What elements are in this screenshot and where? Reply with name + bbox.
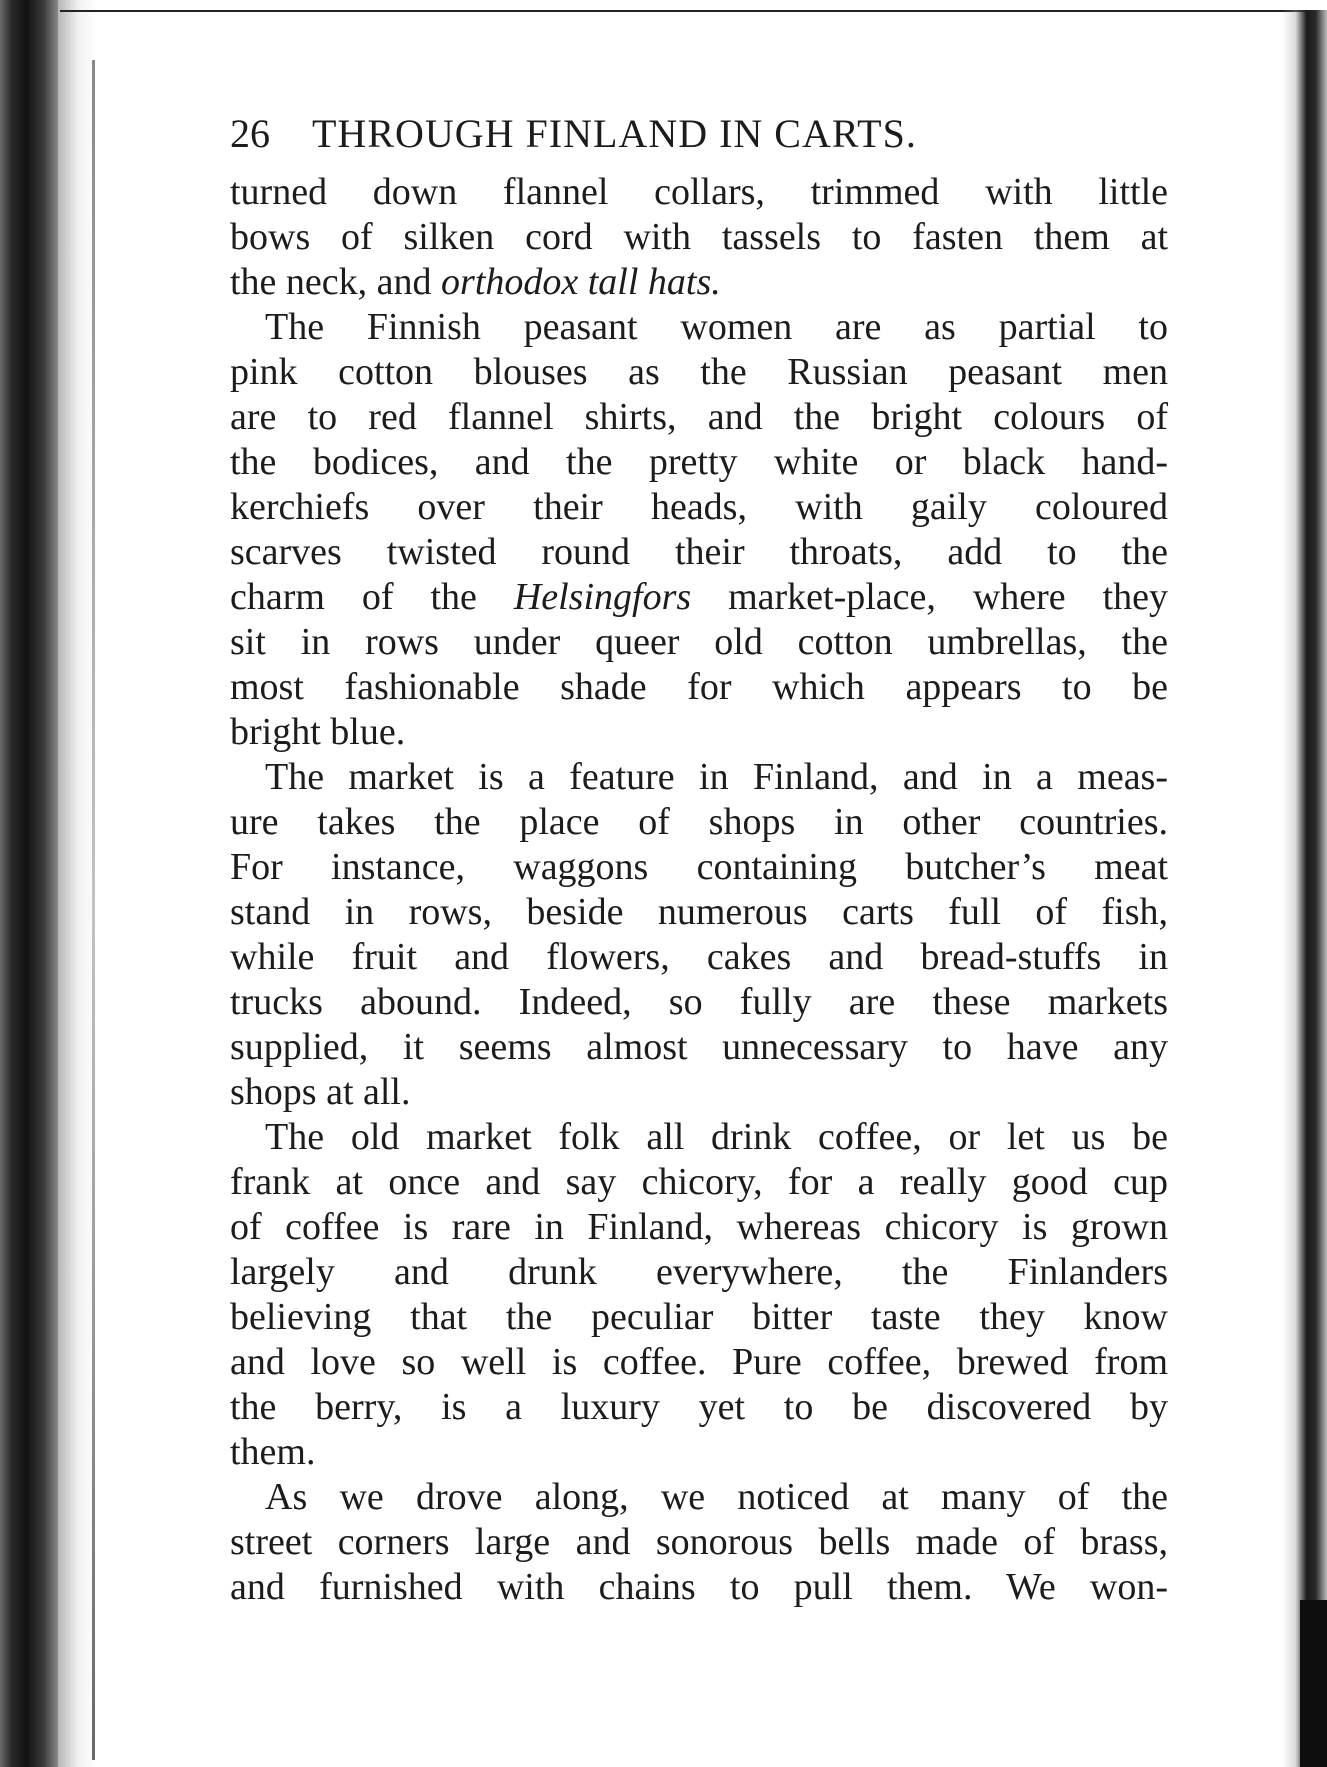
gutter-edge-line bbox=[92, 60, 95, 1760]
text-line: them. bbox=[230, 1431, 316, 1473]
page-header bbox=[230, 104, 1080, 164]
text-line: As we drove along, we noticed at many of the bbox=[265, 1476, 1168, 1518]
text-line: turned down flannel collars, trimmed with little bbox=[230, 171, 1168, 213]
text-line: bows of silken cord with tassels to fasten them at bbox=[230, 216, 1168, 258]
text-line: most fashionable shade for which appears to be bbox=[230, 666, 1168, 708]
text-line: kerchiefs over their heads, with gaily coloured bbox=[230, 486, 1168, 528]
text-line: shops at all. bbox=[230, 1071, 411, 1113]
text-line bbox=[230, 260, 1168, 305]
text-line: frank at once and say chicory, for a really good cup bbox=[230, 1161, 1168, 1203]
text-line: stand in rows, beside numerous carts full of fish, bbox=[230, 891, 1168, 933]
page-text bbox=[230, 170, 1168, 1610]
text-line: street corners large and sonorous bells made of brass, bbox=[230, 1521, 1168, 1563]
text-span: the neck, and bbox=[230, 261, 442, 303]
text-line: The old market folk all drink coffee, or let us be bbox=[265, 1116, 1168, 1158]
text-line: while fruit and flowers, cakes and bread-stuffs in bbox=[230, 936, 1168, 978]
page-edge-dark-corner bbox=[1300, 1600, 1327, 1767]
text-line: the bodices, and the pretty white or black hand- bbox=[230, 441, 1168, 483]
italic-phrase: orthodox tall hats. bbox=[441, 261, 721, 303]
text-line: pink cotton blouses as the Russian peasant men bbox=[230, 351, 1168, 393]
text-line: For instance, waggons containing butcher’s meat bbox=[230, 846, 1168, 888]
book-spine-shadow-left bbox=[0, 0, 58, 1767]
page-number: 26 bbox=[230, 111, 270, 156]
text-line: largely and drunk everywhere, the Finlanders bbox=[230, 1251, 1168, 1293]
text-line: scarves twisted round their throats, add to the bbox=[230, 531, 1168, 573]
text-line: The market is a feature in Finland, and in a meas- bbox=[265, 756, 1168, 798]
running-title: THROUGH FINLAND IN CARTS. bbox=[312, 111, 917, 156]
text-line: are to red flannel shirts, and the bright colours of bbox=[230, 396, 1168, 438]
scan-border-top bbox=[60, 10, 1310, 12]
italic-place-name: Helsingfors bbox=[513, 576, 692, 618]
text-line: the berry, is a luxury yet to be discovered by bbox=[230, 1386, 1168, 1428]
text-span: market-place, where they bbox=[691, 576, 1168, 618]
text-line: ure takes the place of shops in other countries. bbox=[230, 801, 1168, 843]
text-line: believing that the peculiar bitter taste they know bbox=[230, 1296, 1168, 1338]
text-line: sit in rows under queer old cotton umbrellas, the bbox=[230, 621, 1168, 663]
text-line: The Finnish peasant women are as partial to bbox=[265, 306, 1168, 348]
text-line: supplied, it seems almost unnecessary to have any bbox=[230, 1026, 1168, 1068]
text-line: and furnished with chains to pull them. We won- bbox=[230, 1566, 1168, 1608]
text-line: bright blue. bbox=[230, 711, 406, 753]
text-line bbox=[230, 575, 1168, 620]
text-line: of coffee is rare in Finland, whereas chicory is grown bbox=[230, 1206, 1168, 1248]
text-span: charm of the bbox=[230, 576, 514, 618]
text-line: and love so well is coffee. Pure coffee, brewed from bbox=[230, 1341, 1168, 1383]
page-edge-shadow-right bbox=[1282, 10, 1327, 1767]
text-line: trucks abound. Indeed, so fully are these markets bbox=[230, 981, 1168, 1023]
